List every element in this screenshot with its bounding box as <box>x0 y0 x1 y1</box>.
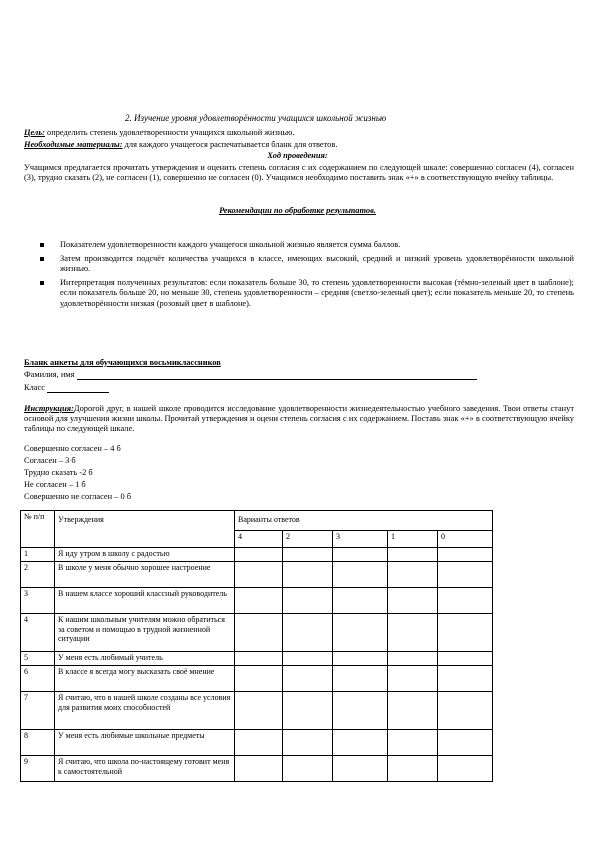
answer-cell[interactable] <box>283 562 333 588</box>
row-statement: В классе я всегда могу высказать своё мнение <box>55 666 235 692</box>
answer-header: 4 <box>235 530 283 547</box>
bullet-icon <box>40 281 44 285</box>
answer-header: 2 <box>283 530 333 547</box>
answer-cell[interactable] <box>388 562 438 588</box>
answer-cell[interactable] <box>235 548 283 562</box>
answer-cell[interactable] <box>235 614 283 652</box>
row-statement: Я считаю, что в нашей школе созданы все условия для развития моих способностей <box>55 692 235 730</box>
section-heading: 2. Изучение уровня удовлетворённости учащихся школьной жизнью <box>125 113 387 123</box>
table-header-statement: Утверждения <box>55 511 235 548</box>
table-row <box>21 652 493 666</box>
scale-item: Совершенно не согласен – 0 б <box>24 492 132 501</box>
row-statement: В школе у меня обычно хорошее настроение <box>55 562 235 588</box>
name-field[interactable] <box>77 370 477 380</box>
name-field-row <box>24 370 477 380</box>
table-header-num: № п/п <box>21 511 55 548</box>
answer-cell[interactable] <box>333 614 388 652</box>
class-label: Класс <box>24 383 45 392</box>
row-statement: У меня есть любимый учитель <box>55 652 235 666</box>
scale-item: Совершенно согласен – 4 б <box>24 444 121 453</box>
answer-cell[interactable] <box>235 562 283 588</box>
answer-cell[interactable] <box>333 588 388 614</box>
table-header-variants: Варианты ответов <box>235 511 493 531</box>
answer-cell[interactable] <box>235 666 283 692</box>
answer-cell[interactable] <box>283 756 333 782</box>
form-title: Бланк анкеты для обучающихся восьмиклассников <box>24 358 221 367</box>
answer-cell[interactable] <box>388 666 438 692</box>
class-field-row <box>24 383 109 393</box>
scale-item: Согласен – 3 б <box>24 456 76 465</box>
materials-text: для каждого учащегося распечатывается бланк для ответов. <box>122 140 338 149</box>
answer-cell[interactable] <box>388 692 438 730</box>
answer-cell[interactable] <box>283 588 333 614</box>
table-row <box>21 666 493 692</box>
row-num: 4 <box>21 614 55 652</box>
answer-cell[interactable] <box>235 730 283 756</box>
answer-cell[interactable] <box>333 756 388 782</box>
recommendations-list <box>36 240 574 313</box>
row-statement: Я считаю, что школа по-настоящему готовит меня к самостоятельной <box>55 756 235 782</box>
answer-header: 0 <box>438 530 493 547</box>
answer-cell[interactable] <box>235 652 283 666</box>
bullet-icon <box>40 257 44 261</box>
procedure-title: Ход проведения: <box>267 151 328 160</box>
row-num: 7 <box>21 692 55 730</box>
row-statement: К нашим школьным учителям можно обратиться за советом и помощью в трудной жизненной ситуации <box>55 614 235 652</box>
table-row <box>21 562 493 588</box>
answer-cell[interactable] <box>438 652 493 666</box>
row-num: 3 <box>21 588 55 614</box>
row-num: 2 <box>21 562 55 588</box>
class-field[interactable] <box>47 383 109 393</box>
answer-cell[interactable] <box>388 548 438 562</box>
instruction-body: Дорогой друг, в нашей школе проводится исследование удовлетворенности жизнедеятельностью учебного заведения. Твои ответы станут основой для улучшения жизни школы. Прочитай утверждения и оцени степень согласия с их содержанием. Поставь знак «+» в соответствующую ячейку таблицы по следующей шкале. <box>24 404 574 434</box>
row-num: 5 <box>21 652 55 666</box>
table-row <box>21 692 493 730</box>
table-row <box>21 756 493 782</box>
recommendations-title: Рекомендации по обработке результатов. <box>219 206 376 215</box>
survey-table <box>20 510 493 782</box>
answer-cell[interactable] <box>333 692 388 730</box>
bullet-icon <box>40 243 44 247</box>
answer-cell[interactable] <box>333 562 388 588</box>
row-num: 1 <box>21 548 55 562</box>
answer-cell[interactable] <box>333 548 388 562</box>
table-row <box>21 588 493 614</box>
answer-cell[interactable] <box>333 730 388 756</box>
answer-header: 1 <box>388 530 438 547</box>
goal-text: определить степень удовлетворенности учащихся школьной жизнью. <box>44 128 295 137</box>
materials-label: Необходимые материалы: <box>24 140 123 149</box>
answer-cell[interactable] <box>333 652 388 666</box>
name-label: Фамилия, имя <box>24 370 75 379</box>
answer-cell[interactable] <box>283 692 333 730</box>
scale-item: Трудно сказать -2 б <box>24 468 93 477</box>
list-item: Интерпретация полученных результатов: если показатель больше 30, то степень удовлетворенности высокая (тёмно-зеленый цвет в шаблоне); если показатель больше 20, но меньше 30, степень удовлетворенности – средняя (светло-зеленый цвет); если показатель меньше 20, то степень удовлетворённости низкая (розовый цвет в шаблоне). <box>36 278 574 310</box>
answer-cell[interactable] <box>438 588 493 614</box>
row-num: 8 <box>21 730 55 756</box>
answer-cell[interactable] <box>438 548 493 562</box>
answer-cell[interactable] <box>283 548 333 562</box>
answer-cell[interactable] <box>388 614 438 652</box>
scale-item: Не согласен – 1 б <box>24 480 86 489</box>
goal-label: Цель: <box>24 128 45 137</box>
answer-cell[interactable] <box>438 614 493 652</box>
procedure-text: Учащимся предлагается прочитать утверждения и оценить степень согласия с их содержанием по следующей шкале: совершенно согласен (4), согласен (3), трудно сказать (2), не согласен (1), совершенно не согласен (0). Учащимся необходимо поставить знак «+» в соответствующую ячейку таблицы. <box>24 163 574 183</box>
answer-cell[interactable] <box>438 756 493 782</box>
answer-header: 3 <box>333 530 388 547</box>
list-item: Показателем удовлетворенности каждого учащегося школьной жизнью является сумма баллов. <box>36 240 574 251</box>
answer-cell[interactable] <box>388 652 438 666</box>
answer-cell[interactable] <box>235 692 283 730</box>
answer-cell[interactable] <box>235 756 283 782</box>
goal-line <box>24 128 295 138</box>
answer-cell[interactable] <box>388 588 438 614</box>
answer-cell[interactable] <box>438 730 493 756</box>
answer-cell[interactable] <box>438 562 493 588</box>
answer-cell[interactable] <box>388 730 438 756</box>
answer-cell[interactable] <box>438 692 493 730</box>
answer-cell[interactable] <box>388 756 438 782</box>
list-item: Затем производится подсчёт количества учащихся в классе, имеющих высокий, средний и низкий уровень удовлетворённости школьной жизнью. <box>36 254 574 275</box>
row-statement: Я иду утром в школу с радостью <box>55 548 235 562</box>
row-statement: У меня есть любимые школьные предметы <box>55 730 235 756</box>
instruction-text <box>24 404 574 435</box>
row-num: 6 <box>21 666 55 692</box>
row-num: 9 <box>21 756 55 782</box>
answer-cell[interactable] <box>235 588 283 614</box>
answer-cell[interactable] <box>438 666 493 692</box>
table-row <box>21 548 493 562</box>
answer-cell[interactable] <box>283 652 333 666</box>
row-statement: В нашем классе хороший классный руководитель <box>55 588 235 614</box>
answer-cell[interactable] <box>283 666 333 692</box>
table-row <box>21 730 493 756</box>
answer-cell[interactable] <box>283 614 333 652</box>
answer-cell[interactable] <box>283 730 333 756</box>
materials-line <box>24 140 337 150</box>
answer-cell[interactable] <box>333 666 388 692</box>
instruction-label: Инструкция: <box>24 404 74 413</box>
table-row <box>21 614 493 652</box>
